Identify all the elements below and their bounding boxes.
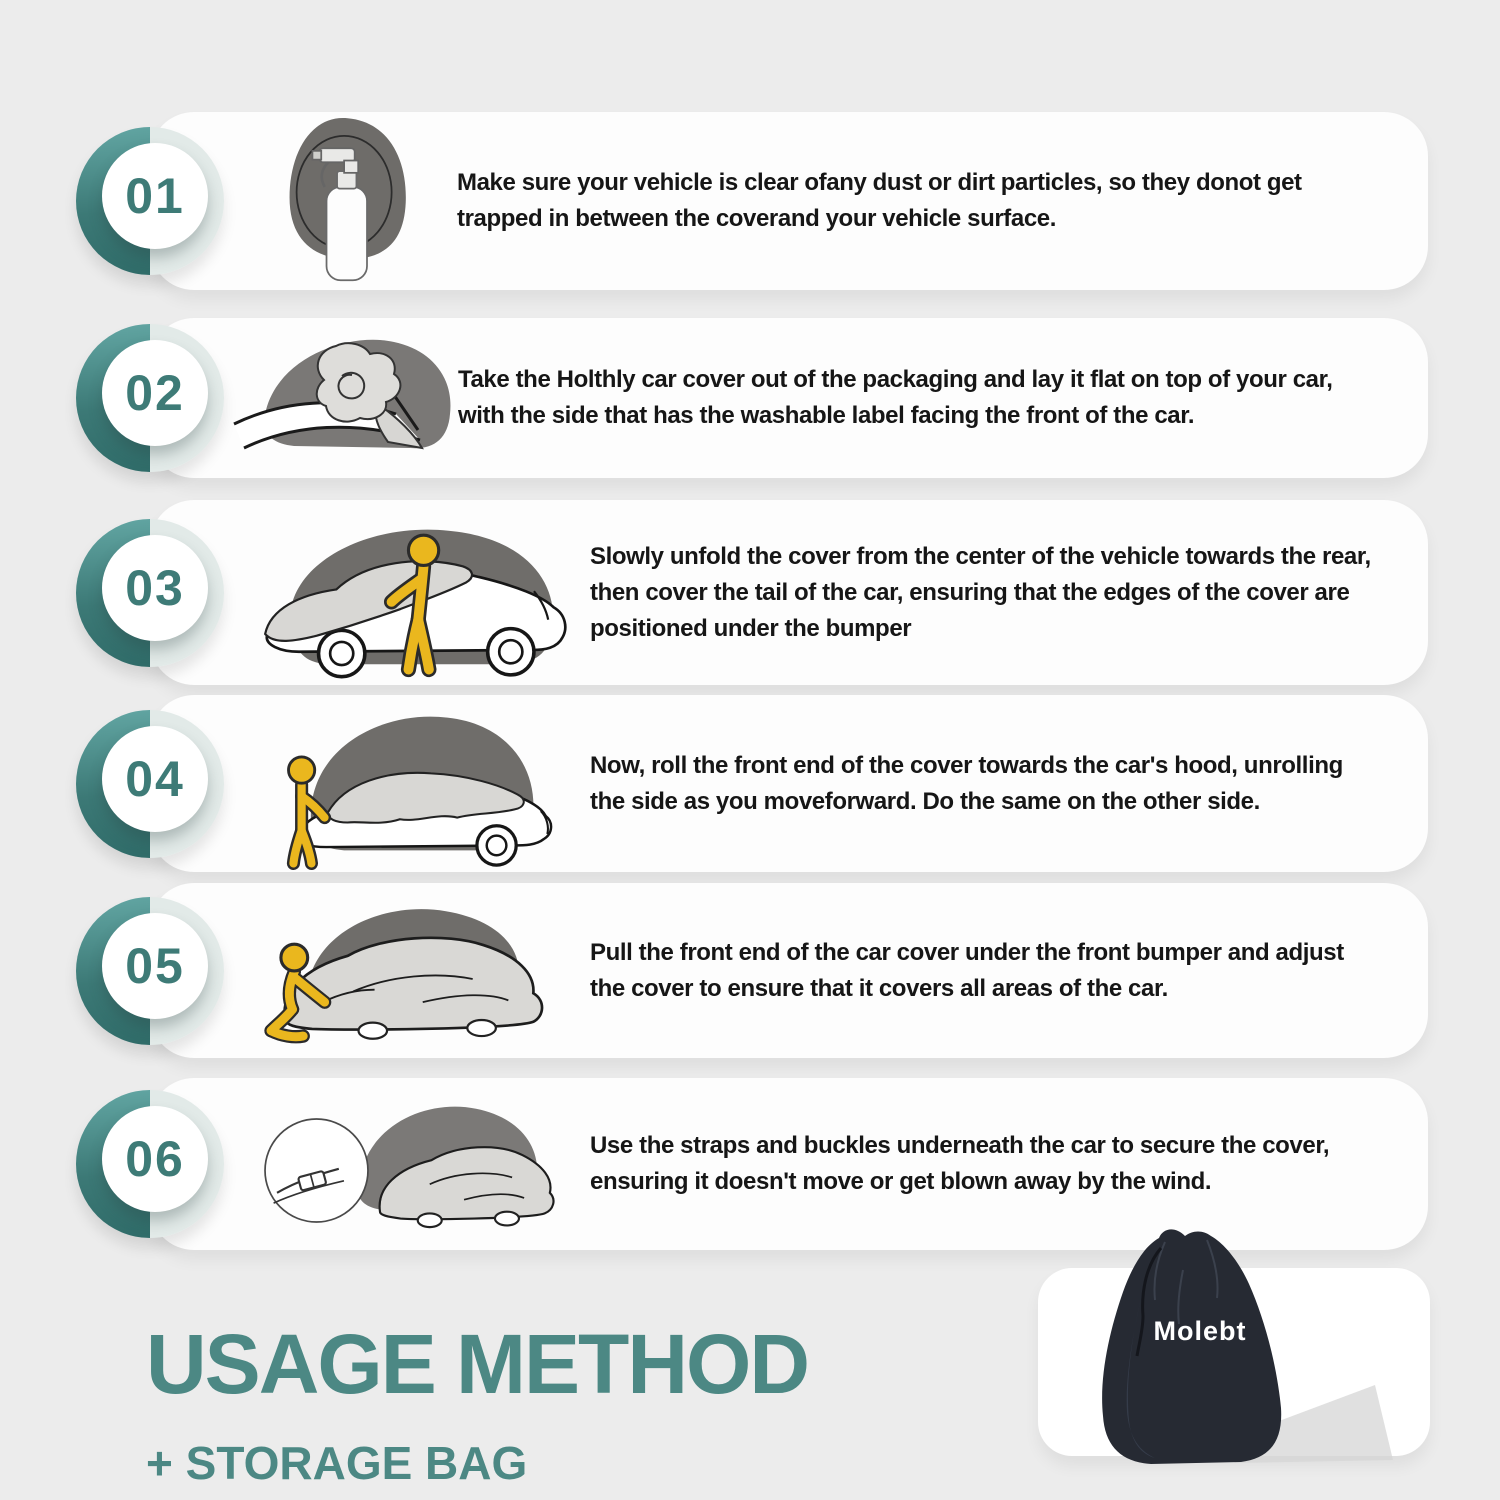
step-number-circle (102, 535, 208, 641)
step-number: 03 (125, 559, 185, 616)
step-illustration (228, 326, 458, 471)
step-card-4 (125, 695, 1428, 872)
step-text: Take the Holthly car cover out of the packaging and lay it flat on top of your car, with the side that has the washable label facing the front of the car. (458, 366, 1333, 429)
step-card-2 (125, 318, 1428, 478)
step-text: Now, roll the front end of the cover towards the car's hood, unrolling the side as you moveforward. Do the same on the other side. (590, 751, 1343, 815)
step-number-badge (76, 710, 224, 858)
step-illustration (232, 113, 457, 289)
step-illustration (218, 698, 590, 870)
step-number-badge (76, 897, 224, 1045)
step-number-badge (76, 127, 224, 275)
page-subtitle: + STORAGE BAG (146, 1437, 528, 1489)
folded-cover-on-car-icon (228, 326, 458, 471)
step-illustration (218, 1083, 590, 1246)
step-number-badge (76, 519, 224, 667)
step-number-circle (102, 340, 208, 446)
step-illustration (218, 888, 590, 1053)
step-number-circle (102, 1106, 208, 1212)
unfolding-cover-over-car-icon (223, 504, 585, 682)
step-text: Make sure your vehicle is clear ofany dust or dirt particles, so they donot get trapped in between the coverand your vehicle surface. (457, 169, 1302, 232)
step-text: Slowly unfold the cover from the center of the vehicle towards the rear, then cover the tail of the car, ensuring that the edges of the cover are positioned under the bumper (590, 542, 1371, 642)
bag-brand-label: Molebt (1153, 1316, 1247, 1346)
step-number-circle (102, 143, 208, 249)
spray-bottle-icon (266, 113, 424, 289)
step-card-3 (125, 500, 1428, 685)
step-number: 06 (125, 1131, 185, 1187)
step-number-circle (102, 726, 208, 832)
strap-buckle-secure-icon (229, 1083, 579, 1246)
step-text: Pull the front end of the car cover under the front bumper and adjust the cover to ensure that it covers all areas of the car. (590, 938, 1344, 1002)
step-number: 01 (125, 168, 185, 224)
pulling-cover-under-bumper-icon (234, 888, 574, 1053)
step-card-5 (125, 883, 1428, 1058)
step-text: Use the straps and buckles underneath the car to secure the cover, ensuring it doesn't move or get blown away by the wind. (590, 1132, 1330, 1195)
step-number: 05 (125, 937, 185, 994)
step-number: 04 (125, 750, 185, 807)
step-number: 02 (125, 365, 185, 421)
page-title: USAGE METHOD (146, 1317, 809, 1411)
storage-bag-icon (1085, 1220, 1395, 1470)
step-illustration (218, 504, 590, 682)
step-number-badge (76, 324, 224, 472)
buckle-detail-circle (265, 1119, 368, 1222)
step-number-badge (76, 1090, 224, 1238)
step-card-1 (125, 112, 1428, 290)
step-number-circle (102, 913, 208, 1019)
rolling-cover-to-hood-icon (228, 698, 580, 870)
